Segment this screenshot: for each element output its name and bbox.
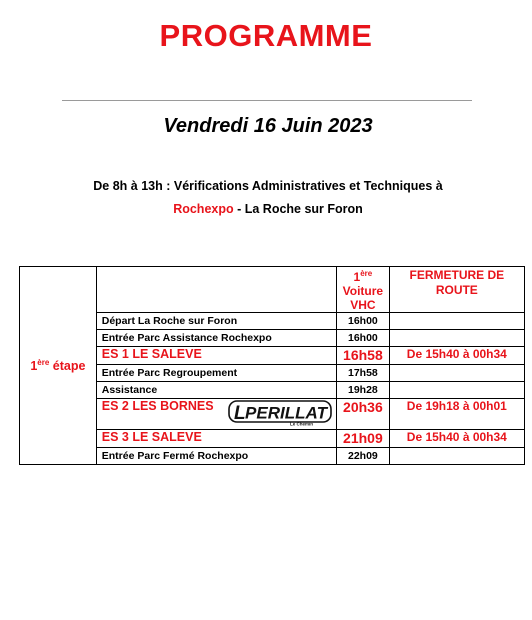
- row-closure: [389, 365, 524, 382]
- row-closure: De 15h40 à 00h34: [389, 347, 524, 365]
- logo-monogram: L: [233, 403, 246, 424]
- verifications-text: De 8h à 13h : Vérifications Administratives et Techniques à: [93, 179, 443, 193]
- row-closure: [389, 382, 524, 399]
- row-label: Entrée Parc Fermé Rochexpo: [96, 448, 336, 465]
- row-label: Entrée Parc Regroupement: [96, 365, 336, 382]
- table-header-row: [20, 267, 525, 313]
- row-label: ES 3 LE SALEVE: [96, 430, 336, 448]
- row-closure: [389, 313, 524, 330]
- logo-text: PERILLAT: [244, 403, 329, 423]
- row-time: 20h36: [337, 399, 390, 430]
- row-label: Départ La Roche sur Foron: [96, 313, 336, 330]
- row-time: 16h00: [337, 313, 390, 330]
- row-label: Entrée Parc Assistance Rochexpo: [96, 330, 336, 347]
- row-time: 21h09: [337, 430, 390, 448]
- row-time: 22h09: [337, 448, 390, 465]
- programme-table: [19, 266, 525, 465]
- row-closure: De 15h40 à 00h34: [389, 430, 524, 448]
- row-time: 17h58: [337, 365, 390, 382]
- row-closure: [389, 448, 524, 465]
- venue-town: La Roche sur Foron: [244, 202, 363, 216]
- divider: [62, 100, 472, 101]
- row-time: 19h28: [337, 382, 390, 399]
- row-time: 16h58: [337, 347, 390, 365]
- perillat-logo: [228, 400, 332, 426]
- venue-name: Rochexpo: [173, 202, 234, 216]
- header-empty-cell: [96, 267, 336, 313]
- venue-separator: -: [233, 202, 245, 216]
- row-label: Assistance: [96, 382, 336, 399]
- header-road-closure: FERMETURE DE ROUTE: [389, 267, 524, 313]
- row-closure: [389, 330, 524, 347]
- row-label-cell: [96, 399, 336, 430]
- row-label: ES 2 LES BORNES: [101, 399, 214, 413]
- row-label: ES 1 LE SALEVE: [96, 347, 336, 365]
- header-first-car: 1ère Voiture VHC: [337, 267, 390, 313]
- page-title: PROGRAMME: [159, 18, 373, 53]
- event-date: Vendredi 16 Juin 2023: [163, 115, 373, 137]
- stage-label: 1ère étape: [20, 267, 97, 465]
- logo-subtext: Le Chemin: [289, 421, 313, 426]
- row-closure: De 19h18 à 00h01: [389, 399, 524, 430]
- venue-line: [0, 202, 532, 216]
- row-time: 16h00: [337, 330, 390, 347]
